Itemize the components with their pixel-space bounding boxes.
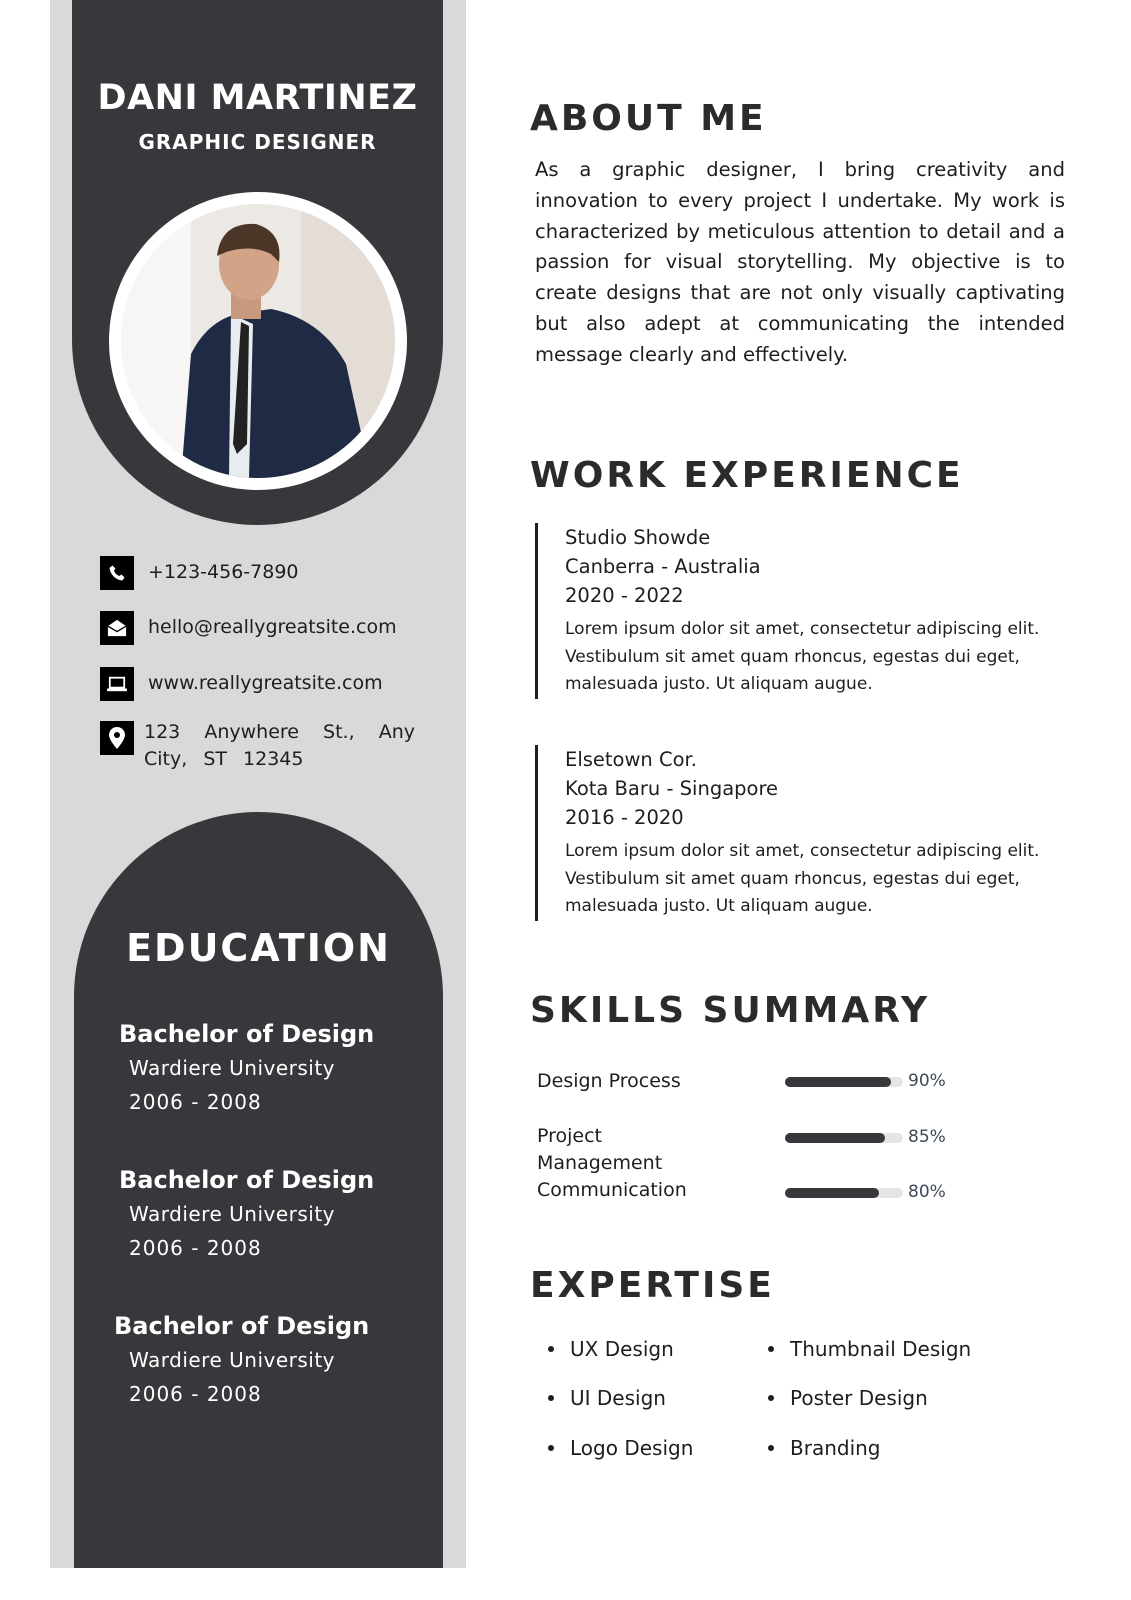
skill-bar-fill xyxy=(785,1133,885,1143)
contact-address xyxy=(100,721,415,773)
skill-bar xyxy=(785,1133,903,1143)
contact-phone xyxy=(100,556,299,590)
location: Canberra - Australia xyxy=(565,555,761,578)
envelope-icon xyxy=(100,611,134,645)
skill-percent: 90% xyxy=(908,1071,946,1091)
degree: Bachelor of Design xyxy=(119,1020,375,1048)
expertise-item xyxy=(548,1337,674,1361)
education-heading: EDUCATION xyxy=(126,926,391,970)
education-item xyxy=(114,1312,369,1406)
phone-icon xyxy=(100,556,134,590)
skill-bar-fill xyxy=(785,1077,891,1087)
work-heading: WORK EXPERIENCE xyxy=(530,455,964,496)
bullet-icon xyxy=(768,1445,774,1451)
expertise-item xyxy=(768,1337,971,1361)
bullet-icon xyxy=(768,1395,774,1401)
email-text[interactable]: hello@reallygreatsite.com xyxy=(148,616,397,638)
expertise-item xyxy=(768,1436,881,1460)
phone-text: +123-456-7890 xyxy=(148,561,299,583)
years: 2006 - 2008 xyxy=(129,1236,262,1260)
company: Studio Showde xyxy=(565,526,711,549)
profile-photo xyxy=(109,192,407,490)
skill-name: Project Management xyxy=(537,1125,663,1174)
address-text: 123 Anywhere St., Any City, ST 12345 xyxy=(144,721,415,770)
school: Wardiere University xyxy=(129,1202,336,1226)
expertise-item xyxy=(548,1386,666,1410)
expertise-item xyxy=(768,1386,928,1410)
expertise-label: UX Design xyxy=(570,1337,674,1361)
skill-percent: 80% xyxy=(908,1182,946,1202)
contact-email xyxy=(100,611,397,645)
location-pin-icon xyxy=(100,721,134,755)
school: Wardiere University xyxy=(129,1348,336,1372)
years: 2016 - 2020 xyxy=(565,806,684,829)
bullet-icon xyxy=(768,1346,774,1352)
skill-bar-fill xyxy=(785,1188,879,1198)
skill-bar xyxy=(785,1077,903,1087)
bullet-icon xyxy=(548,1445,554,1451)
education-item xyxy=(119,1020,374,1114)
expertise-item xyxy=(548,1436,693,1460)
years: 2006 - 2008 xyxy=(129,1090,262,1114)
role-subtitle: GRAPHIC DESIGNER xyxy=(138,130,377,154)
description: Lorem ipsum dolor sit amet, consectetur adipiscing elit. Vestibulum sit amet quam rhoncus, egestas dui eget, malesuada justo. Ut aliquam augue. xyxy=(565,841,1040,916)
expertise-label: Thumbnail Design xyxy=(790,1337,972,1361)
skill-bar xyxy=(785,1188,903,1198)
contact-website xyxy=(100,667,383,701)
company: Elsetown Cor. xyxy=(565,748,697,771)
skills-heading: SKILLS SUMMARY xyxy=(530,990,931,1031)
expertise-label: Logo Design xyxy=(570,1436,694,1460)
expertise-label: UI Design xyxy=(570,1386,666,1410)
years: 2020 - 2022 xyxy=(565,584,684,607)
description: Lorem ipsum dolor sit amet, consectetur adipiscing elit. Vestibulum sit amet quam rhoncus, egestas dui eget, malesuada justo. Ut aliquam augue. xyxy=(565,619,1040,694)
bullet-icon xyxy=(548,1395,554,1401)
laptop-icon xyxy=(100,667,134,701)
website-text[interactable]: www.reallygreatsite.com xyxy=(148,672,383,694)
location: Kota Baru - Singapore xyxy=(565,777,779,800)
skill-name: Design Process xyxy=(537,1070,681,1092)
expertise-heading: EXPERTISE xyxy=(530,1265,775,1306)
bullet-icon xyxy=(548,1346,554,1352)
education-item xyxy=(119,1166,374,1260)
degree: Bachelor of Design xyxy=(119,1166,375,1194)
job-entry xyxy=(535,745,1075,921)
expertise-label: Poster Design xyxy=(790,1386,928,1410)
years: 2006 - 2008 xyxy=(129,1382,262,1406)
about-heading: ABOUT ME xyxy=(530,98,767,139)
skill-name: Communication xyxy=(537,1179,687,1201)
school: Wardiere University xyxy=(129,1056,336,1080)
skill-percent: 85% xyxy=(908,1127,946,1147)
name-heading: DANI MARTINEZ xyxy=(97,78,418,118)
job-entry xyxy=(535,523,1075,699)
about-text: As a graphic designer, I bring creativity and innovation to every project I undertake. My work is characterized by meticulous attention to detail and a passion for visual storytelling. My objective is to create designs that are not only visually captivating but also adept at communicating the intended message clearly and effectively. xyxy=(535,158,1065,366)
degree: Bachelor of Design xyxy=(114,1312,370,1340)
expertise-label: Branding xyxy=(790,1436,881,1460)
